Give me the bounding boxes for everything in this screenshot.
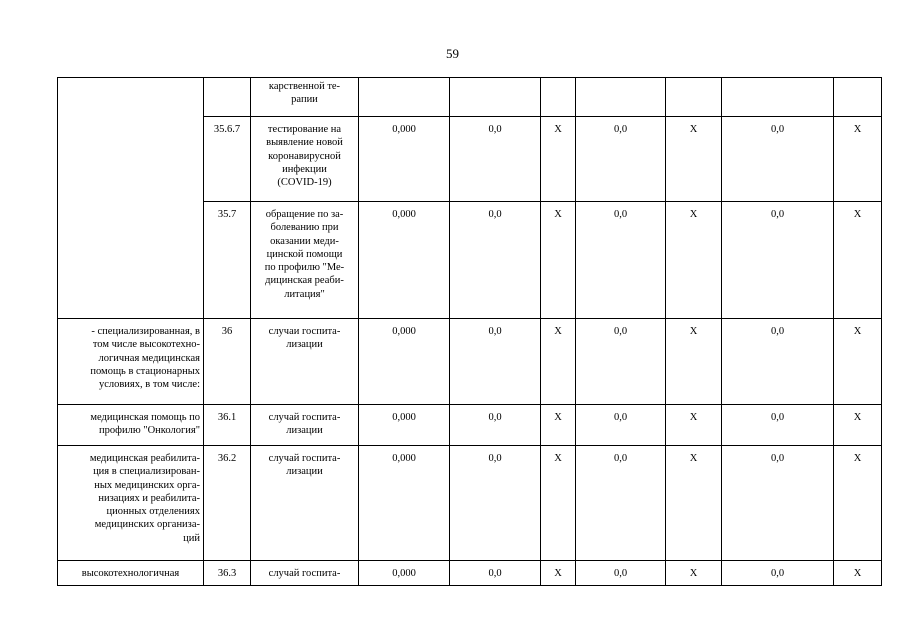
row-label: высокотехнологичная bbox=[58, 561, 204, 586]
cell-value: 0,0 bbox=[722, 117, 834, 202]
cell-value: X bbox=[666, 405, 722, 446]
cell-value: 0,0 bbox=[450, 117, 541, 202]
row-label: медицинская помощь по профилю "Онкология" bbox=[58, 405, 204, 446]
row-unit: случай госпита- лизации bbox=[251, 446, 359, 561]
cell-value: 0,0 bbox=[576, 405, 666, 446]
cell-value: 0,0 bbox=[576, 319, 666, 405]
row-code: 35.7 bbox=[204, 202, 251, 319]
cell-value: X bbox=[666, 319, 722, 405]
row-code: 36.2 bbox=[204, 446, 251, 561]
table-row bbox=[58, 319, 882, 405]
cell-value: X bbox=[834, 202, 882, 319]
cell-value: 0,0 bbox=[722, 405, 834, 446]
cell-value: X bbox=[666, 117, 722, 202]
cell-value: 0,0 bbox=[450, 446, 541, 561]
cell-value: 0,0 bbox=[722, 202, 834, 319]
cell-value: X bbox=[541, 202, 576, 319]
cell-value: X bbox=[834, 561, 882, 586]
cell-value: 0,000 bbox=[359, 561, 450, 586]
cell-value: 0,0 bbox=[722, 446, 834, 561]
cell-value: 0,0 bbox=[450, 202, 541, 319]
cell-value: 0,0 bbox=[450, 561, 541, 586]
cell-value: 0,000 bbox=[359, 319, 450, 405]
table-row bbox=[58, 78, 882, 117]
cell-value: 0,000 bbox=[359, 117, 450, 202]
row-unit: тестирование на выявление новой коронавирусной инфекции (COVID-19) bbox=[251, 117, 359, 202]
row-code: 36.3 bbox=[204, 561, 251, 586]
cell-value bbox=[576, 78, 666, 117]
row-code: 36 bbox=[204, 319, 251, 405]
cell-value: 0,0 bbox=[576, 446, 666, 561]
cell-value: X bbox=[834, 319, 882, 405]
row-label: - специализированная, в том числе высокотехно- логичная медицинская помощь в стационарных условиях, в том числе: bbox=[58, 319, 204, 405]
cell-value: X bbox=[666, 561, 722, 586]
cell-value bbox=[541, 78, 576, 117]
cell-value: X bbox=[834, 117, 882, 202]
row-code bbox=[204, 78, 251, 117]
cell-value: X bbox=[666, 202, 722, 319]
cell-value bbox=[722, 78, 834, 117]
cell-value: X bbox=[541, 117, 576, 202]
table-row bbox=[58, 446, 882, 561]
row-unit: случаи госпита- лизации bbox=[251, 319, 359, 405]
cell-value bbox=[666, 78, 722, 117]
cell-value: X bbox=[666, 446, 722, 561]
cell-value: 0,0 bbox=[722, 561, 834, 586]
cell-value: 0,0 bbox=[450, 405, 541, 446]
table-row bbox=[58, 405, 882, 446]
row-label: медицинская реабилита- ция в специализирован- ных медицинских орга- низациях и реабилита- ционных отделениях медицинских организа- ций bbox=[58, 446, 204, 561]
cell-value: 0,0 bbox=[450, 319, 541, 405]
cell-value: X bbox=[541, 405, 576, 446]
cell-value bbox=[450, 78, 541, 117]
cell-value: 0,000 bbox=[359, 202, 450, 319]
row-label bbox=[58, 78, 204, 319]
cell-value: X bbox=[834, 405, 882, 446]
cell-value bbox=[359, 78, 450, 117]
row-code: 36.1 bbox=[204, 405, 251, 446]
row-unit: карственной те- рапии bbox=[251, 78, 359, 117]
cell-value bbox=[834, 78, 882, 117]
data-table bbox=[57, 77, 882, 586]
cell-value: 0,0 bbox=[576, 117, 666, 202]
row-unit: обращение по за- болеванию при оказании меди- цинской помощи по профилю "Ме- дицинская реаби- литация" bbox=[251, 202, 359, 319]
cell-value: X bbox=[541, 319, 576, 405]
cell-value: 0,000 bbox=[359, 446, 450, 561]
cell-value: X bbox=[834, 446, 882, 561]
page-number: 59 bbox=[446, 46, 459, 61]
row-unit: случай госпита- лизации bbox=[251, 405, 359, 446]
row-code: 35.6.7 bbox=[204, 117, 251, 202]
table-row bbox=[58, 561, 882, 586]
cell-value: 0,0 bbox=[722, 319, 834, 405]
cell-value: X bbox=[541, 561, 576, 586]
cell-value: 0,0 bbox=[576, 561, 666, 586]
cell-value: 0,000 bbox=[359, 405, 450, 446]
row-unit: случай госпита- bbox=[251, 561, 359, 586]
cell-value: X bbox=[541, 446, 576, 561]
cell-value: 0,0 bbox=[576, 202, 666, 319]
